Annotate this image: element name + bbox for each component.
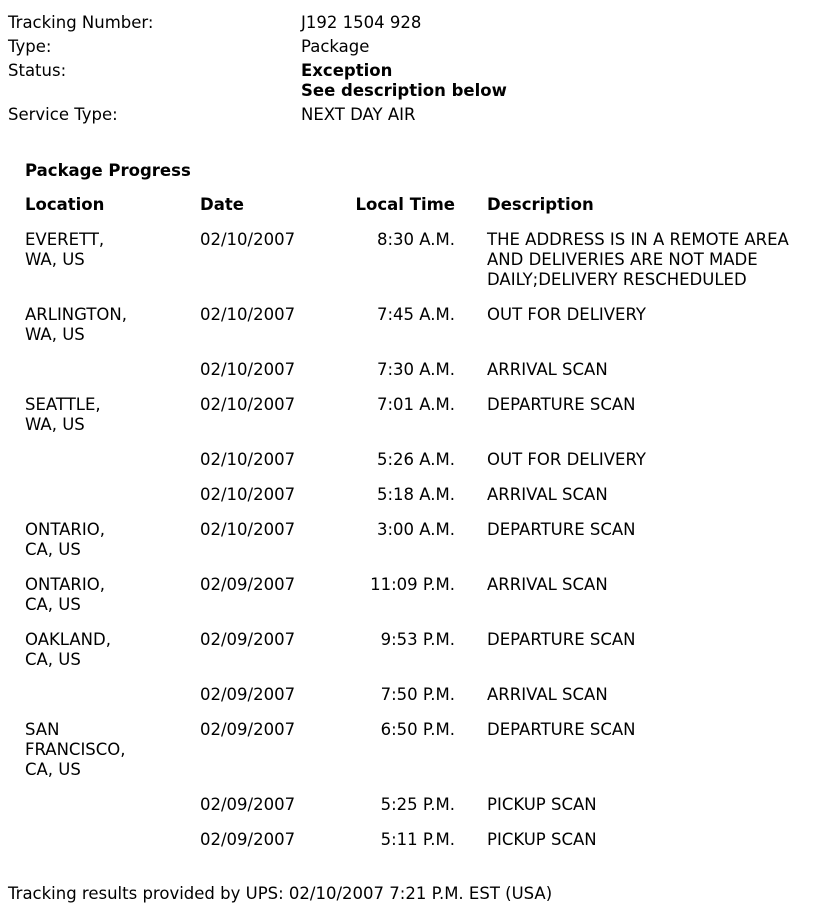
event-local-time: 9:53 P.M. [380,630,455,649]
tracking-number-label: Tracking Number: [8,13,154,32]
event-date: 02/09/2007 [200,830,296,849]
progress-table [25,195,825,865]
status-note: See description below [301,81,507,100]
event-local-time: 7:30 A.M. [376,360,455,379]
table-row [25,630,825,685]
type-row [8,37,828,57]
event-location-line: SAN [25,720,60,739]
event-description: PICKUP SCAN [487,795,597,814]
event-description: DEPARTURE SCAN [487,630,636,649]
event-location [25,630,200,685]
column-header-date: Date [200,195,244,214]
status-label: Status: [8,61,67,80]
event-date: 02/09/2007 [200,575,296,594]
table-row [25,360,825,395]
event-date: 02/10/2007 [200,230,296,249]
column-spacer [455,230,487,305]
package-progress-title: Package Progress [25,161,191,180]
table-row [25,305,825,360]
service-type-label: Service Type: [8,105,118,124]
event-location-line: WA, US [25,325,85,344]
column-spacer [455,520,487,575]
column-spacer [455,685,487,720]
status-row [8,61,828,101]
event-location-line: ARLINGTON, [25,305,128,324]
event-date: 02/10/2007 [200,360,296,379]
event-location-line: CA, US [25,540,81,559]
event-location [25,360,200,395]
table-row [25,520,825,575]
event-location [25,720,200,795]
event-date: 02/09/2007 [200,630,296,649]
event-date: 02/10/2007 [200,485,296,504]
event-location-line: CA, US [25,650,81,669]
column-spacer [455,450,487,485]
event-date: 02/10/2007 [200,305,296,324]
service-type-value: NEXT DAY AIR [301,105,416,124]
event-local-time: 8:30 A.M. [376,230,455,249]
event-description: ARRIVAL SCAN [487,485,608,504]
column-spacer [455,575,487,630]
event-location [25,520,200,575]
package-progress [25,160,825,865]
column-spacer [455,395,487,450]
event-location-line: FRANCISCO, [25,740,126,759]
column-spacer [455,360,487,395]
table-row [25,720,825,795]
event-location-line: OAKLAND, [25,630,111,649]
event-description: ARRIVAL SCAN [487,685,608,704]
type-value: Package [301,37,370,56]
event-location [25,575,200,630]
table-row [25,395,825,450]
event-date: 02/09/2007 [200,685,296,704]
column-header-description: Description [487,195,594,214]
service-type-row [8,105,828,125]
event-description: ARRIVAL SCAN [487,575,608,594]
event-description: PICKUP SCAN [487,830,597,849]
shipment-summary [8,13,828,129]
event-location-line: SEATTLE, [25,395,101,414]
event-local-time: 5:25 P.M. [380,795,455,814]
column-spacer [455,305,487,360]
table-row [25,575,825,630]
event-description: DEPARTURE SCAN [487,395,636,414]
event-local-time: 7:50 P.M. [380,685,455,704]
event-location-line: ONTARIO, [25,520,105,539]
tracking-number-row [8,13,828,33]
event-location-line: ONTARIO, [25,575,105,594]
event-description: DEPARTURE SCAN [487,720,636,739]
column-spacer [455,485,487,520]
column-header-location: Location [25,195,105,214]
table-row [25,685,825,720]
event-local-time: 11:09 P.M. [370,575,455,594]
event-local-time: 7:45 A.M. [376,305,455,324]
event-description: ARRIVAL SCAN [487,360,608,379]
table-row [25,230,825,305]
event-location [25,230,200,305]
event-local-time: 5:18 A.M. [376,485,455,504]
column-spacer [455,720,487,795]
event-date: 02/09/2007 [200,795,296,814]
event-location [25,685,200,720]
status-exception: Exception [301,61,393,80]
event-date: 02/09/2007 [200,720,296,739]
event-location-line: CA, US [25,595,81,614]
table-row [25,485,825,520]
progress-events [25,230,825,865]
event-description: OUT FOR DELIVERY [487,450,646,469]
event-local-time: 3:00 A.M. [376,520,455,539]
table-row [25,830,825,865]
column-spacer [455,830,487,865]
event-local-time: 6:50 P.M. [380,720,455,739]
tracking-footer: Tracking results provided by UPS: 02/10/2007 7:21 P.M. EST (USA) [8,884,553,903]
event-description: DEPARTURE SCAN [487,520,636,539]
table-row [25,450,825,485]
event-location [25,830,200,865]
event-local-time: 7:01 A.M. [376,395,455,414]
event-date: 02/10/2007 [200,450,296,469]
column-spacer [455,195,487,230]
type-label: Type: [8,37,52,56]
tracking-number-value: J192 1504 928 [301,13,422,32]
event-description: THE ADDRESS IS IN A REMOTE AREA AND DELIVERIES ARE NOT MADE DAILY;DELIVERY RESCHEDULED [487,230,789,289]
event-location [25,305,200,360]
column-spacer [455,630,487,685]
event-date: 02/10/2007 [200,520,296,539]
status-value [301,61,828,101]
event-date: 02/10/2007 [200,395,296,414]
event-location [25,485,200,520]
event-description: OUT FOR DELIVERY [487,305,646,324]
event-local-time: 5:11 P.M. [380,830,455,849]
event-location-line: WA, US [25,415,85,434]
event-location-line: CA, US [25,760,81,779]
column-header-local-time: Local Time [355,195,455,214]
event-location [25,395,200,450]
progress-table-header [25,195,825,230]
event-location-line: EVERETT, [25,230,105,249]
event-location [25,450,200,485]
event-location-line: WA, US [25,250,85,269]
table-row [25,795,825,830]
event-local-time: 5:26 A.M. [376,450,455,469]
column-spacer [455,795,487,830]
event-location [25,795,200,830]
